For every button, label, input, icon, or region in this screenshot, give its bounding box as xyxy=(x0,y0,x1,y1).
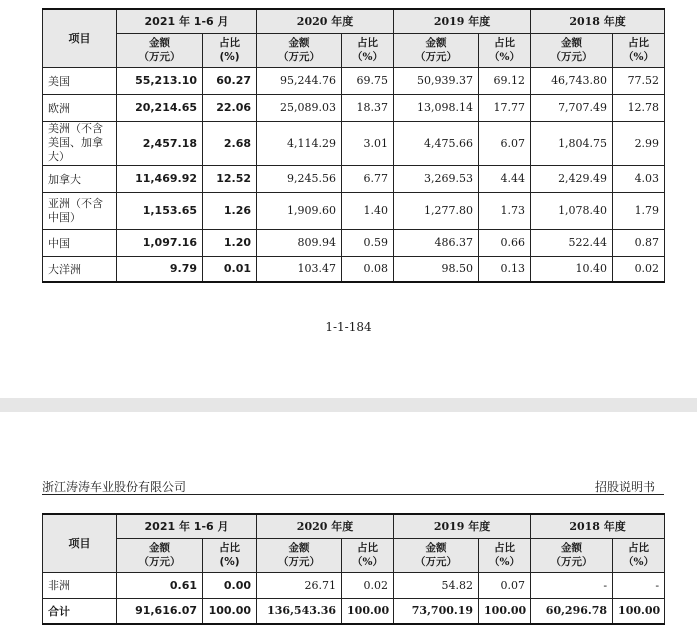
period-header-2018: 2018 年度 xyxy=(531,9,665,33)
document-type: 招股说明书 xyxy=(594,480,655,494)
period-header-2018: 2018 年度 xyxy=(531,514,665,538)
amount-cell: 60,296.78 xyxy=(531,598,613,624)
ratio-cell: 1.20 xyxy=(203,229,257,256)
amount-cell: 20,214.65 xyxy=(117,94,203,121)
period-header-2019: 2019 年度 xyxy=(394,514,531,538)
sales-by-region-table-top xyxy=(42,8,665,283)
ratio-cell: 100.00 xyxy=(203,598,257,624)
amount-header: 金额 （万元） xyxy=(117,33,203,67)
amount-cell: 0.61 xyxy=(117,572,203,598)
ratio-header: 占比 （%） xyxy=(613,33,665,67)
ratio-cell: 12.52 xyxy=(203,165,257,192)
amount-cell: 1,804.75 xyxy=(531,121,613,165)
amount-cell: 3,269.53 xyxy=(394,165,479,192)
period-header-2021h1: 2021 年 1-6 月 xyxy=(117,514,257,538)
sales-by-region-table-bottom xyxy=(42,513,665,625)
period-header-2021h1: 2021 年 1-6 月 xyxy=(117,9,257,33)
ratio-header: 占比 （%） xyxy=(479,33,531,67)
amount-cell: 809.94 xyxy=(257,229,342,256)
amount-cell: 9.79 xyxy=(117,256,203,282)
amount-cell: 46,743.80 xyxy=(531,67,613,94)
table-row xyxy=(43,192,665,229)
amount-cell: 1,909.60 xyxy=(257,192,342,229)
amount-cell: 95,244.76 xyxy=(257,67,342,94)
page-header-rule xyxy=(42,494,664,495)
ratio-cell: 0.13 xyxy=(479,256,531,282)
amount-cell: 91,616.07 xyxy=(117,598,203,624)
amount-cell: 50,939.37 xyxy=(394,67,479,94)
amount-cell: 55,213.10 xyxy=(117,67,203,94)
region-cell: 非洲 xyxy=(43,572,117,598)
ratio-cell: 60.27 xyxy=(203,67,257,94)
table-row xyxy=(43,229,665,256)
region-cell: 美国 xyxy=(43,67,117,94)
ratio-cell: 1.79 xyxy=(613,192,665,229)
amount-cell: 26.71 xyxy=(257,572,342,598)
table-row xyxy=(43,94,665,121)
ratio-cell: 2.68 xyxy=(203,121,257,165)
region-cell: 欧洲 xyxy=(43,94,117,121)
table-row xyxy=(43,67,665,94)
amount-cell: 73,700.19 xyxy=(394,598,479,624)
table-row xyxy=(43,572,665,598)
ratio-cell: 100.00 xyxy=(342,598,394,624)
ratio-header: 占比 （%） xyxy=(479,538,531,572)
ratio-cell: 1.73 xyxy=(479,192,531,229)
company-name: 浙江涛涛车业股份有限公司 xyxy=(42,480,187,494)
amount-header: 金额 （万元） xyxy=(257,538,342,572)
amount-cell: 1,078.40 xyxy=(531,192,613,229)
item-header: 项目 xyxy=(43,9,117,67)
amount-header: 金额 （万元） xyxy=(394,33,479,67)
amount-header: 金额 （万元） xyxy=(531,33,613,67)
ratio-cell: 4.03 xyxy=(613,165,665,192)
amount-cell: 1,277.80 xyxy=(394,192,479,229)
ratio-cell: 2.99 xyxy=(613,121,665,165)
ratio-cell: 0.08 xyxy=(342,256,394,282)
region-cell: 美洲（不含美国、加拿大） xyxy=(43,121,117,165)
ratio-cell: 0.01 xyxy=(203,256,257,282)
amount-cell: 13,098.14 xyxy=(394,94,479,121)
amount-cell: 522.44 xyxy=(531,229,613,256)
ratio-cell: 0.00 xyxy=(203,572,257,598)
ratio-cell: 0.07 xyxy=(479,572,531,598)
amount-cell: 486.37 xyxy=(394,229,479,256)
amount-cell: 54.82 xyxy=(394,572,479,598)
page-separator xyxy=(0,398,697,412)
amount-cell: 11,469.92 xyxy=(117,165,203,192)
amount-cell: - xyxy=(531,572,613,598)
table-row xyxy=(43,121,665,165)
region-cell: 亚洲（不含中国） xyxy=(43,192,117,229)
ratio-cell: 0.59 xyxy=(342,229,394,256)
table-row xyxy=(43,165,665,192)
ratio-cell: 77.52 xyxy=(613,67,665,94)
amount-cell: 136,543.36 xyxy=(257,598,342,624)
amount-header: 金额 （万元） xyxy=(394,538,479,572)
ratio-header: 占比 （%） xyxy=(342,33,394,67)
ratio-header: 占比 (%) xyxy=(203,538,257,572)
amount-cell: 103.47 xyxy=(257,256,342,282)
amount-cell: 25,089.03 xyxy=(257,94,342,121)
ratio-cell: 0.02 xyxy=(342,572,394,598)
ratio-header: 占比 （%） xyxy=(342,538,394,572)
region-cell: 合计 xyxy=(43,598,117,624)
ratio-cell: 4.44 xyxy=(479,165,531,192)
ratio-cell: 6.07 xyxy=(479,121,531,165)
ratio-cell: 17.77 xyxy=(479,94,531,121)
ratio-cell: 0.87 xyxy=(613,229,665,256)
amount-cell: 1,153.65 xyxy=(117,192,203,229)
amount-cell: 4,114.29 xyxy=(257,121,342,165)
ratio-cell: 100.00 xyxy=(613,598,665,624)
ratio-cell: 18.37 xyxy=(342,94,394,121)
ratio-cell: 69.12 xyxy=(479,67,531,94)
amount-cell: 98.50 xyxy=(394,256,479,282)
amount-header: 金额 （万元） xyxy=(257,33,342,67)
ratio-cell: 3.01 xyxy=(342,121,394,165)
ratio-cell: 0.02 xyxy=(613,256,665,282)
region-cell: 中国 xyxy=(43,229,117,256)
period-header-2019: 2019 年度 xyxy=(394,9,531,33)
table-row xyxy=(43,256,665,282)
amount-cell: 7,707.49 xyxy=(531,94,613,121)
region-cell: 加拿大 xyxy=(43,165,117,192)
amount-cell: 2,429.49 xyxy=(531,165,613,192)
ratio-cell: 22.06 xyxy=(203,94,257,121)
item-header: 项目 xyxy=(43,514,117,572)
ratio-cell: 12.78 xyxy=(613,94,665,121)
ratio-cell: 1.40 xyxy=(342,192,394,229)
ratio-cell: - xyxy=(613,572,665,598)
amount-header: 金额 （万元） xyxy=(117,538,203,572)
ratio-cell: 100.00 xyxy=(479,598,531,624)
ratio-cell: 0.66 xyxy=(479,229,531,256)
page-number: 1-1-184 xyxy=(325,320,372,334)
amount-header: 金额 （万元） xyxy=(531,538,613,572)
period-header-2020: 2020 年度 xyxy=(257,514,394,538)
amount-cell: 9,245.56 xyxy=(257,165,342,192)
ratio-cell: 1.26 xyxy=(203,192,257,229)
region-cell: 大洋洲 xyxy=(43,256,117,282)
amount-cell: 10.40 xyxy=(531,256,613,282)
ratio-cell: 69.75 xyxy=(342,67,394,94)
amount-cell: 1,097.16 xyxy=(117,229,203,256)
ratio-header: 占比 （%） xyxy=(613,538,665,572)
ratio-cell: 6.77 xyxy=(342,165,394,192)
table-row xyxy=(43,598,665,624)
period-header-2020: 2020 年度 xyxy=(257,9,394,33)
ratio-header: 占比 (%) xyxy=(203,33,257,67)
amount-cell: 4,475.66 xyxy=(394,121,479,165)
amount-cell: 2,457.18 xyxy=(117,121,203,165)
